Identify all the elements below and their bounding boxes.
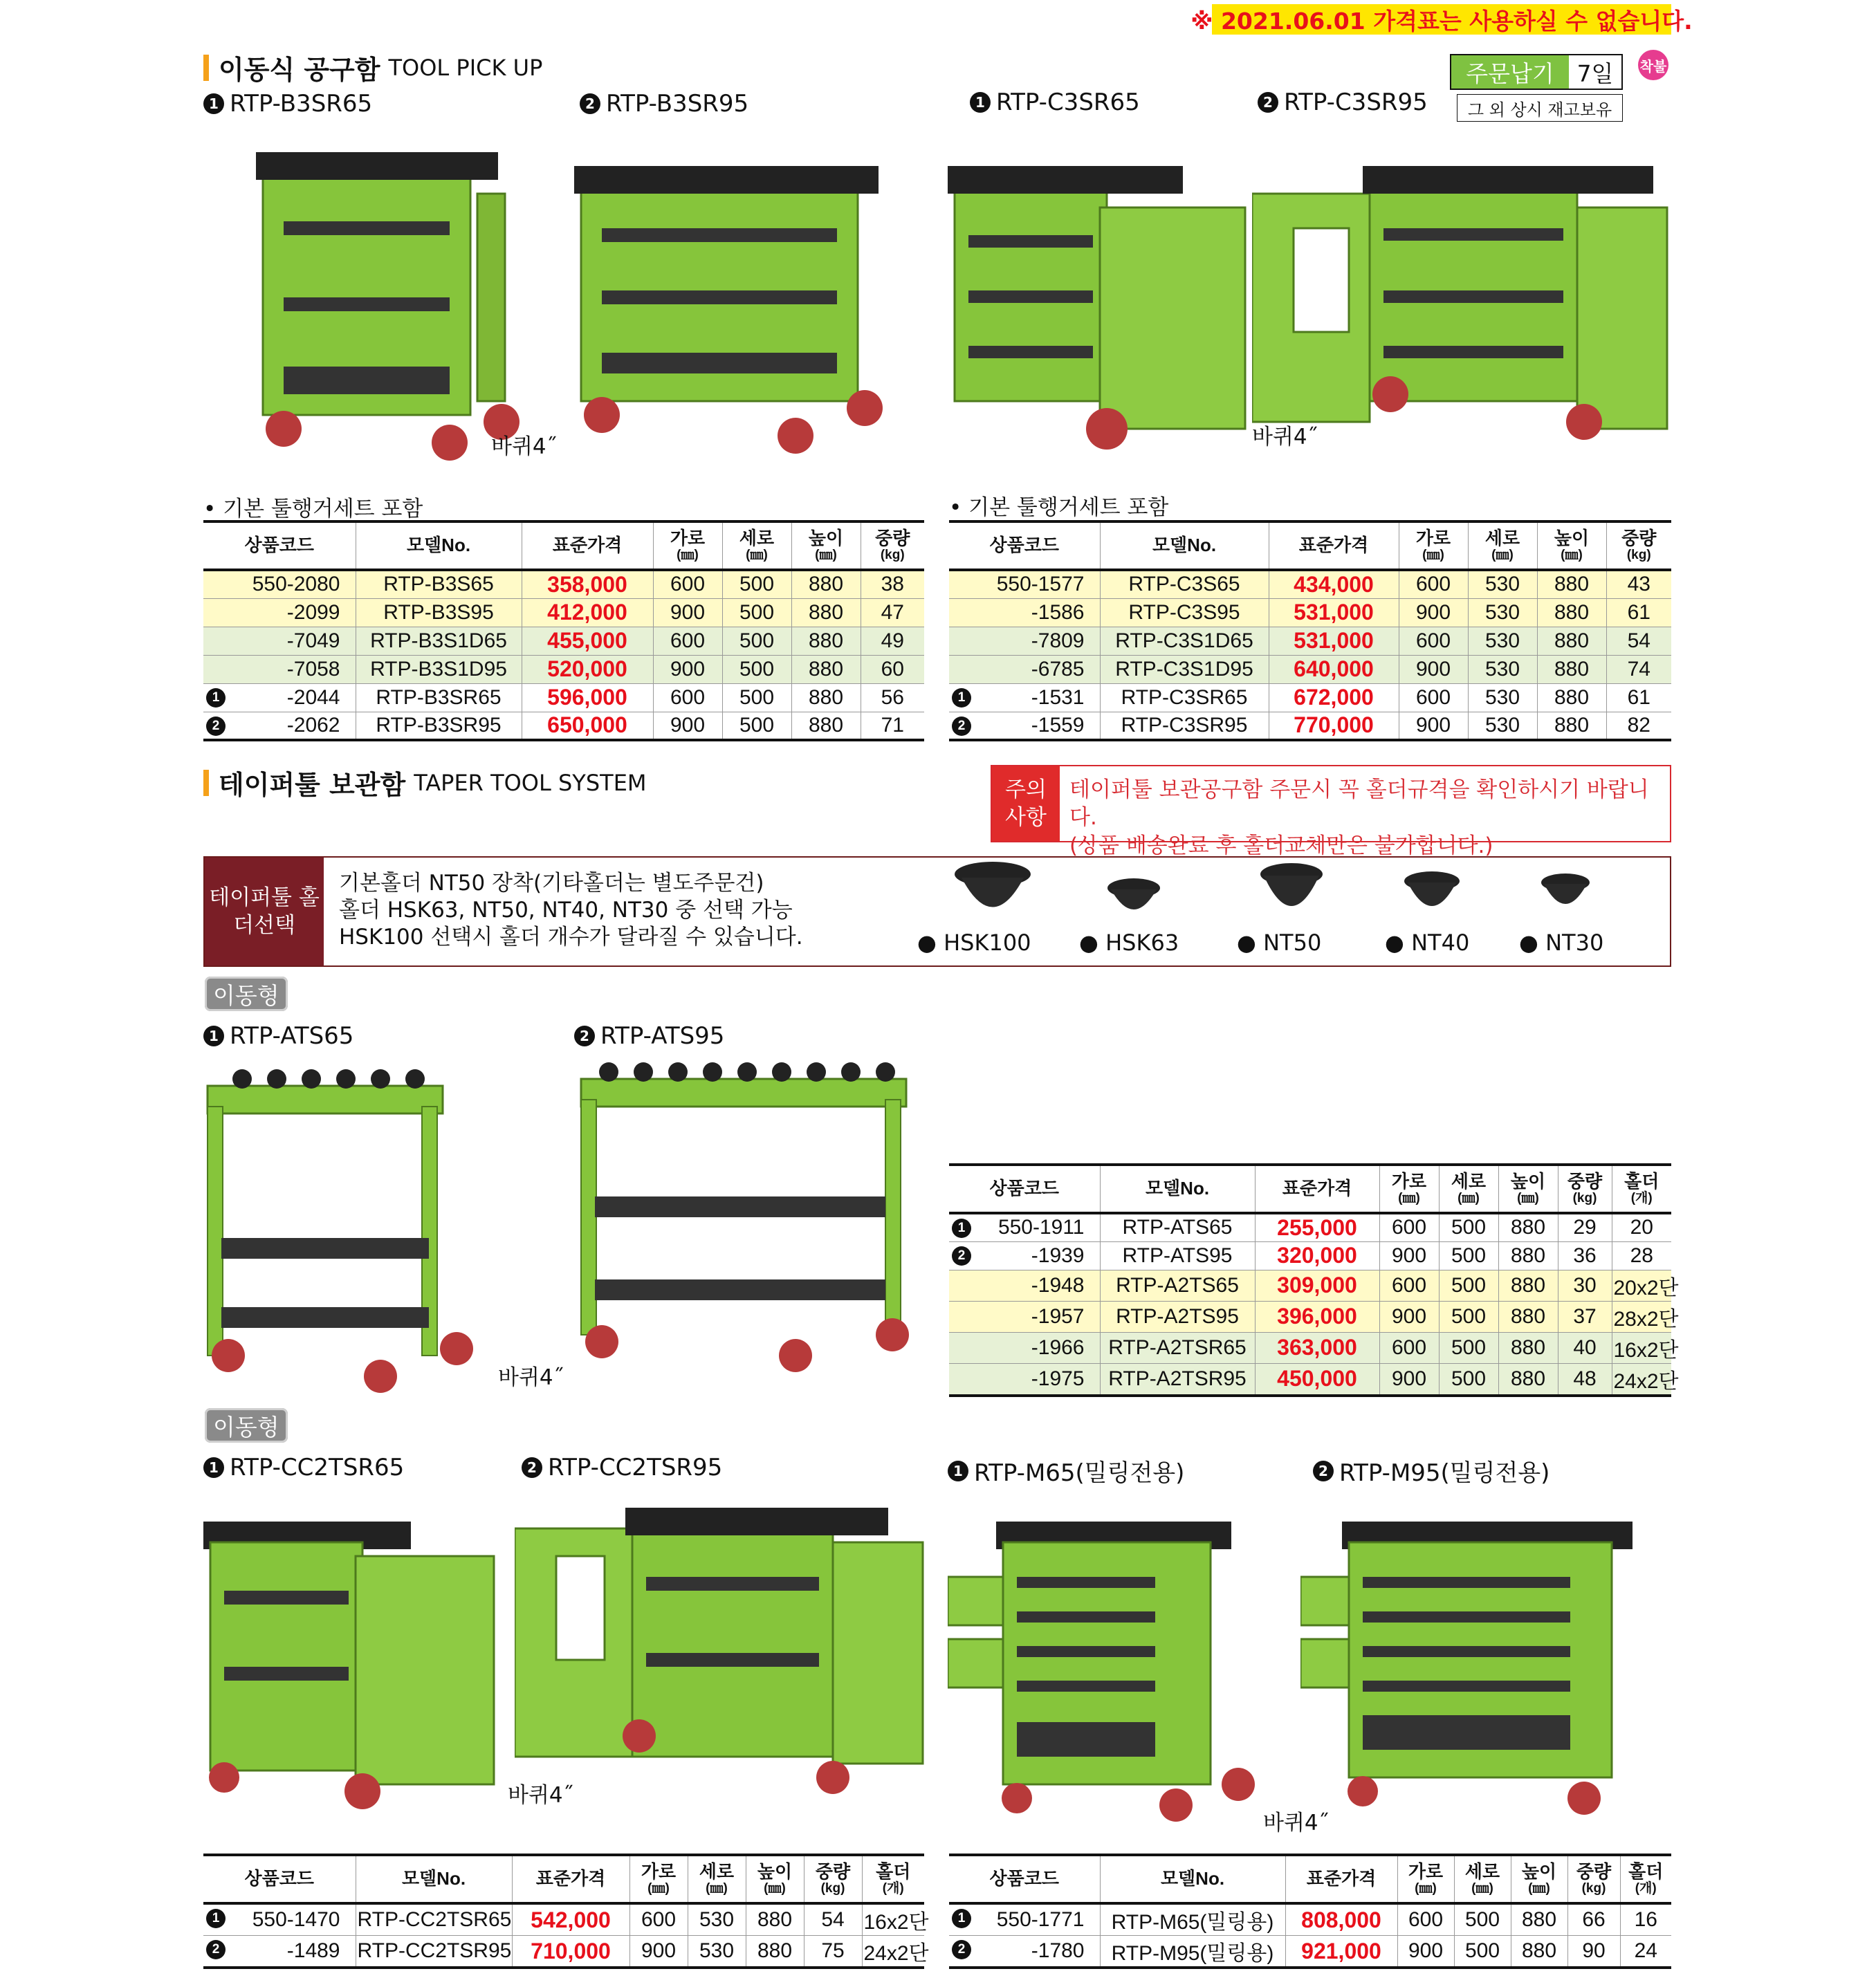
row-number-badge: 2 — [206, 1940, 226, 1959]
table-row — [203, 1903, 924, 1936]
cell-code: -7049 — [203, 627, 356, 655]
holder-nt30-image — [1534, 869, 1597, 924]
cell-wt: 36 — [1558, 1241, 1612, 1270]
cell-w: 900 — [1379, 1363, 1439, 1396]
row-number-badge: 2 — [952, 1246, 971, 1266]
model-label-b3sr95: 2 RTP-B3SR95 — [580, 90, 748, 118]
cell-d: 530 — [1468, 683, 1537, 712]
cell-code: -1957 — [949, 1301, 1100, 1332]
table-row — [203, 712, 924, 740]
cell-d: 500 — [1439, 1363, 1498, 1396]
cart-ats65-image — [201, 1065, 491, 1397]
cell-code: 1 550-1771 — [949, 1903, 1100, 1936]
cell-w: 600 — [1379, 1270, 1439, 1301]
cell-price: 672,000 — [1269, 683, 1399, 712]
cell-h: 880 — [791, 683, 861, 712]
cell-price: 363,000 — [1255, 1332, 1379, 1363]
table-row — [949, 598, 1671, 627]
cell-h: 880 — [1498, 1213, 1558, 1241]
cell-price: 309,000 — [1255, 1270, 1379, 1301]
table-row — [949, 1363, 1671, 1396]
cell-h: 880 — [1537, 570, 1606, 598]
col-price: 표준가격 — [1255, 1165, 1379, 1213]
cell-wt: 82 — [1606, 712, 1671, 740]
col-weight: 중량 (kg) — [1567, 1855, 1620, 1903]
mobile-type-tag-2: 이동형 — [205, 1408, 288, 1443]
cell-model: RTP-M95(밀링용) — [1100, 1936, 1285, 1968]
col-depth: 세로 (㎜) — [722, 521, 791, 570]
cell-w: 900 — [1397, 1936, 1454, 1968]
cell-wt: 38 — [861, 570, 924, 598]
col-price: 표준가격 — [522, 521, 653, 570]
cell-ho: 20 — [1612, 1213, 1671, 1241]
cell-wt: 48 — [1558, 1363, 1612, 1396]
cell-wt: 66 — [1567, 1903, 1620, 1936]
cell-model: RTP-A2TS65 — [1100, 1270, 1255, 1301]
cart-b3sr95-image — [574, 152, 892, 456]
col-code: 상품코드 — [203, 521, 356, 570]
cell-wt: 47 — [861, 598, 924, 627]
col-height: 높이 (㎜) — [791, 521, 861, 570]
price-table-b3 — [203, 520, 924, 741]
col-code: 상품코드 — [949, 1855, 1100, 1903]
col-model: 모델No. — [356, 521, 522, 570]
cell-w: 900 — [653, 655, 722, 683]
col-code: 상품코드 — [203, 1855, 356, 1903]
cell-model: RTP-C3S95 — [1100, 598, 1269, 627]
cell-w: 600 — [1397, 1903, 1454, 1936]
row-number-badge: 1 — [952, 688, 971, 708]
cell-price: 455,000 — [522, 627, 653, 655]
cart-m95-image — [1300, 1508, 1660, 1833]
cell-h: 880 — [1498, 1301, 1558, 1332]
cell-ho: 20x2단 — [1612, 1270, 1671, 1301]
cell-model: RTP-B3SR65 — [356, 683, 522, 712]
caution-box — [991, 765, 1671, 858]
cell-d: 500 — [1454, 1936, 1511, 1968]
col-height: 높이 (㎜) — [1498, 1165, 1558, 1213]
cell-ho: 16 — [1620, 1903, 1671, 1936]
cell-wt: 56 — [861, 683, 924, 712]
cell-d: 530 — [688, 1903, 746, 1936]
cell-d: 500 — [722, 598, 791, 627]
row-number-badge: 2 — [206, 717, 226, 736]
cell-d: 500 — [722, 655, 791, 683]
table-row — [949, 1936, 1671, 1968]
cell-w: 900 — [653, 712, 722, 740]
cell-w: 900 — [629, 1936, 688, 1968]
cell-code: 2 -1559 — [949, 712, 1100, 740]
col-price: 표준가격 — [512, 1855, 629, 1903]
holder-hsk100-image — [948, 860, 1038, 930]
cell-model: RTP-B3S95 — [356, 598, 522, 627]
wheel-label-m: 바퀴4˝ — [1263, 1811, 1330, 1836]
price-notice-banner: ※ 2021.06.01 가격표는 사용하실 수 없습니다. — [1212, 4, 1671, 35]
cell-d: 530 — [1468, 598, 1537, 627]
col-holder: 홀더 (개) — [862, 1855, 924, 1903]
model-label-m65: 1 RTP-M65(밀링전용) — [948, 1454, 1184, 1488]
cell-price: 531,000 — [1269, 598, 1399, 627]
cell-d: 500 — [722, 683, 791, 712]
cell-h: 880 — [746, 1903, 804, 1936]
table-row — [949, 1270, 1671, 1301]
row-number-badge: 1 — [206, 688, 226, 708]
cell-wt: 75 — [804, 1936, 862, 1968]
cell-h: 880 — [1537, 683, 1606, 712]
cell-price: 770,000 — [1269, 712, 1399, 740]
cell-d: 530 — [1468, 655, 1537, 683]
cell-model: RTP-C3S65 — [1100, 570, 1269, 598]
cell-ho: 24x2단 — [862, 1936, 924, 1968]
cell-model: RTP-CC2TSR65 — [356, 1903, 512, 1936]
section-title-en: TOOL PICK UP — [388, 54, 543, 81]
cell-code: 2 -1489 — [203, 1936, 356, 1968]
note-hanger-b3: • 기본 툴행거세트 포함 — [203, 497, 423, 521]
col-model: 모델No. — [1100, 1855, 1285, 1903]
cart-b3sr65-image — [256, 138, 533, 463]
cell-wt: 71 — [861, 712, 924, 740]
col-height: 높이 (㎜) — [1511, 1855, 1567, 1903]
col-weight: 중량 (kg) — [1606, 521, 1671, 570]
table-row — [949, 1332, 1671, 1363]
cell-model: RTP-B3SR95 — [356, 712, 522, 740]
cell-wt: 30 — [1558, 1270, 1612, 1301]
cell-code: -7058 — [203, 655, 356, 683]
col-price: 표준가격 — [1285, 1855, 1397, 1903]
cell-wt: 74 — [1606, 655, 1671, 683]
col-model: 모델No. — [356, 1855, 512, 1903]
cod-badge: 착불 — [1638, 50, 1668, 80]
row-number-badge: 1 — [952, 1219, 971, 1238]
section-title-en: TAPER TOOL SYSTEM — [414, 769, 647, 796]
cell-wt: 54 — [1606, 627, 1671, 655]
cell-price: 320,000 — [1255, 1241, 1379, 1270]
cell-w: 900 — [1399, 712, 1468, 740]
col-holder: 홀더 (개) — [1620, 1855, 1671, 1903]
table-row — [949, 1241, 1671, 1270]
cell-model: RTP-M65(밀링용) — [1100, 1903, 1285, 1936]
cell-price: 358,000 — [522, 570, 653, 598]
cell-h: 880 — [746, 1936, 804, 1968]
cell-code: -1948 — [949, 1270, 1100, 1301]
cell-code: 1 -2044 — [203, 683, 356, 712]
cell-w: 600 — [1399, 683, 1468, 712]
row-number-badge: 2 — [952, 717, 971, 736]
cell-d: 500 — [1439, 1241, 1498, 1270]
price-table-c3 — [949, 520, 1671, 741]
col-depth: 세로 (㎜) — [688, 1855, 746, 1903]
cell-ho: 24 — [1620, 1936, 1671, 1968]
cell-d: 500 — [722, 627, 791, 655]
holder-selection-text: 기본홀더 NT50 장착(기타홀더는 별도주문건) 홀더 HSK63, NT50, NT40, NT30 중 선택 가능 HSK100 선택시 홀더 개수가 달라질 수 있습니다. — [339, 871, 803, 950]
cell-code: -1586 — [949, 598, 1100, 627]
table-row — [949, 655, 1671, 683]
cell-price: 808,000 — [1285, 1903, 1397, 1936]
cell-d: 500 — [1439, 1301, 1498, 1332]
col-width: 가로 (㎜) — [629, 1855, 688, 1903]
holder-nt50-image — [1253, 860, 1330, 930]
col-model: 모델No. — [1100, 521, 1269, 570]
note-hanger-c3: • 기본 툴행거세트 포함 — [949, 495, 1169, 520]
cell-h: 880 — [791, 712, 861, 740]
cell-w: 600 — [653, 570, 722, 598]
cell-code: -6785 — [949, 655, 1100, 683]
cell-code: -1966 — [949, 1332, 1100, 1363]
cell-d: 500 — [1439, 1332, 1498, 1363]
cell-h: 880 — [1537, 598, 1606, 627]
cell-code: -1975 — [949, 1363, 1100, 1396]
order-lead-label: 주문납기 — [1451, 55, 1569, 89]
cell-h: 880 — [1537, 627, 1606, 655]
col-width: 가로 (㎜) — [1399, 521, 1468, 570]
cell-code: -2099 — [203, 598, 356, 627]
order-stock-note: 그 외 상시 재고보유 — [1457, 94, 1623, 122]
cell-code: 2 -1780 — [949, 1936, 1100, 1968]
col-holder: 홀더 (개) — [1612, 1165, 1671, 1213]
order-lead-value: 7일 — [1576, 59, 1614, 87]
cell-h: 880 — [1537, 712, 1606, 740]
cell-d: 500 — [1454, 1903, 1511, 1936]
order-lead-time — [1450, 54, 1623, 90]
cell-h: 880 — [791, 627, 861, 655]
cell-model: RTP-ATS65 — [1100, 1213, 1255, 1241]
model-label-b3sr65: 1 RTP-B3SR65 — [203, 90, 372, 118]
section-title-taper — [203, 764, 647, 802]
cell-w: 900 — [653, 598, 722, 627]
table-row — [203, 570, 924, 598]
cell-code: 1 550-1911 — [949, 1213, 1100, 1241]
cart-c3sr65-image — [948, 152, 1252, 456]
table-row — [949, 1213, 1671, 1241]
model-label-c3sr65: 1 RTP-C3SR65 — [970, 89, 1140, 116]
cell-model: RTP-B3S65 — [356, 570, 522, 598]
cell-code: 2 -2062 — [203, 712, 356, 740]
cell-price: 434,000 — [1269, 570, 1399, 598]
price-table-cc2 — [203, 1854, 929, 1969]
cell-model: RTP-B3S1D65 — [356, 627, 522, 655]
table-row — [949, 1301, 1671, 1332]
cell-ho: 24x2단 — [1612, 1363, 1671, 1396]
caution-label: 주의 사항 — [992, 766, 1060, 841]
wheel-label-cc2: 바퀴4˝ — [508, 1783, 574, 1808]
model-label-m95: 2 RTP-M95(밀링전용) — [1313, 1454, 1549, 1488]
cell-wt: 61 — [1606, 683, 1671, 712]
col-height: 높이 (㎜) — [746, 1855, 804, 1903]
cell-price: 520,000 — [522, 655, 653, 683]
col-width: 가로 (㎜) — [653, 521, 722, 570]
cell-wt: 61 — [1606, 598, 1671, 627]
cell-h: 880 — [1498, 1270, 1558, 1301]
cell-model: RTP-A2TSR65 — [1100, 1332, 1255, 1363]
cell-code: 550-2080 — [203, 570, 356, 598]
model-label-ats95: 2 RTP-ATS95 — [574, 1022, 724, 1050]
cell-w: 900 — [1399, 598, 1468, 627]
col-width: 가로 (㎜) — [1397, 1855, 1454, 1903]
wheel-label-ats: 바퀴4˝ — [498, 1365, 564, 1390]
cell-w: 900 — [1399, 655, 1468, 683]
cell-wt: 43 — [1606, 570, 1671, 598]
cell-price: 450,000 — [1255, 1363, 1379, 1396]
cell-model: RTP-A2TSR95 — [1100, 1363, 1255, 1396]
table-row — [949, 712, 1671, 740]
cell-d: 530 — [1468, 570, 1537, 598]
table-row — [203, 598, 924, 627]
col-price: 표준가격 — [1269, 521, 1399, 570]
col-code: 상품코드 — [949, 521, 1100, 570]
cell-h: 880 — [1537, 655, 1606, 683]
cell-model: RTP-C3SR65 — [1100, 683, 1269, 712]
col-weight: 중량 (kg) — [804, 1855, 862, 1903]
table-row — [949, 627, 1671, 655]
cell-ho: 28 — [1612, 1241, 1671, 1270]
cell-price: 531,000 — [1269, 627, 1399, 655]
col-code: 상품코드 — [949, 1165, 1100, 1213]
cell-ho: 16x2단 — [1612, 1332, 1671, 1363]
cell-w: 600 — [653, 627, 722, 655]
table-row — [949, 683, 1671, 712]
holder-label-nt30: ● NT30 — [1519, 930, 1604, 956]
model-label-ats65: 1 RTP-ATS65 — [203, 1022, 353, 1050]
cell-code: 1 -1531 — [949, 683, 1100, 712]
cell-price: 596,000 — [522, 683, 653, 712]
section-title-ko: 이동식 공구함 — [219, 55, 380, 85]
cell-w: 600 — [1379, 1332, 1439, 1363]
cell-d: 530 — [1468, 627, 1537, 655]
holder-label-nt40: ● NT40 — [1385, 930, 1470, 956]
cell-d: 500 — [1439, 1213, 1498, 1241]
wheel-label-c3: 바퀴4˝ — [1252, 425, 1318, 450]
col-weight: 중량 (kg) — [1558, 1165, 1612, 1213]
col-depth: 세로 (㎜) — [1454, 1855, 1511, 1903]
cell-price: 640,000 — [1269, 655, 1399, 683]
cell-w: 900 — [1379, 1301, 1439, 1332]
cell-ho: 28x2단 — [1612, 1301, 1671, 1332]
cell-wt: 29 — [1558, 1213, 1612, 1241]
cell-wt: 37 — [1558, 1301, 1612, 1332]
cell-model: RTP-B3S1D95 — [356, 655, 522, 683]
cell-wt: 54 — [804, 1903, 862, 1936]
col-width: 가로 (㎜) — [1379, 1165, 1439, 1213]
holder-hsk63-image — [1103, 874, 1165, 930]
cell-h: 880 — [1511, 1903, 1567, 1936]
holder-label-hsk63: ● HSK63 — [1079, 930, 1179, 956]
holder-selection-label: 테이퍼툴 홀더선택 — [205, 858, 324, 965]
cell-model: RTP-CC2TSR95 — [356, 1936, 512, 1968]
cell-wt: 60 — [861, 655, 924, 683]
table-row — [949, 1903, 1671, 1936]
mobile-type-tag: 이동형 — [205, 977, 288, 1011]
cell-model: RTP-C3S1D95 — [1100, 655, 1269, 683]
cell-model: RTP-C3SR95 — [1100, 712, 1269, 740]
cell-h: 880 — [791, 570, 861, 598]
holder-nt40-image — [1397, 867, 1466, 930]
cell-w: 600 — [1399, 627, 1468, 655]
cell-h: 880 — [1498, 1332, 1558, 1363]
cell-h: 880 — [1498, 1363, 1558, 1396]
table-row — [203, 655, 924, 683]
cart-m65-image — [948, 1508, 1294, 1833]
cell-h: 880 — [1498, 1241, 1558, 1270]
model-label-c3sr95: 2 RTP-C3SR95 — [1258, 89, 1428, 116]
cell-ho: 16x2단 — [862, 1903, 924, 1936]
col-weight: 중량 (kg) — [861, 521, 924, 570]
cell-w: 600 — [653, 683, 722, 712]
cell-price: 412,000 — [522, 598, 653, 627]
cell-d: 500 — [722, 570, 791, 598]
holder-label-hsk100: ● HSK100 — [917, 930, 1031, 956]
cell-d: 500 — [722, 712, 791, 740]
cell-d: 530 — [688, 1936, 746, 1968]
row-number-badge: 1 — [952, 1909, 971, 1928]
cell-w: 600 — [1379, 1213, 1439, 1241]
holder-label-nt50: ● NT50 — [1237, 930, 1322, 956]
cell-code: -7809 — [949, 627, 1100, 655]
col-depth: 세로 (㎜) — [1439, 1165, 1498, 1213]
cart-c3sr95-image — [1252, 152, 1681, 456]
cell-h: 880 — [791, 655, 861, 683]
cart-cc2tsr95-image — [515, 1508, 930, 1812]
cell-code: 550-1577 — [949, 570, 1100, 598]
cell-model: RTP-C3S1D65 — [1100, 627, 1269, 655]
cell-h: 880 — [791, 598, 861, 627]
cell-w: 600 — [1399, 570, 1468, 598]
cell-price: 650,000 — [522, 712, 653, 740]
price-table-m — [949, 1854, 1671, 1969]
cell-price: 921,000 — [1285, 1936, 1397, 1968]
price-table-ats — [949, 1163, 1679, 1397]
row-number-badge: 2 — [952, 1940, 971, 1959]
cell-h: 880 — [1511, 1936, 1567, 1968]
cell-price: 542,000 — [512, 1903, 629, 1936]
cell-code: 2 -1939 — [949, 1241, 1100, 1270]
cell-d: 530 — [1468, 712, 1537, 740]
table-row — [203, 627, 924, 655]
table-row — [949, 570, 1671, 598]
cell-wt: 90 — [1567, 1936, 1620, 1968]
model-label-cc2tsr95: 2 RTP-CC2TSR95 — [522, 1454, 722, 1481]
cell-code: 1 550-1470 — [203, 1903, 356, 1936]
cart-ats95-image — [574, 1058, 934, 1376]
caution-text: 테이퍼툴 보관공구함 주문시 꼭 홀더규격을 확인하시기 바랍니다. (상품 배송완료 후 홀더교체만은 불가합니다.) — [1069, 777, 1649, 858]
col-height: 높이 (㎜) — [1537, 521, 1606, 570]
cell-w: 600 — [629, 1903, 688, 1936]
cell-d: 500 — [1439, 1270, 1498, 1301]
table-row — [203, 683, 924, 712]
cell-w: 900 — [1379, 1241, 1439, 1270]
cell-wt: 40 — [1558, 1332, 1612, 1363]
model-label-cc2tsr65: 1 RTP-CC2TSR65 — [203, 1454, 404, 1481]
section-title-ko: 테이퍼툴 보관함 — [219, 770, 406, 800]
col-model: 모델No. — [1100, 1165, 1255, 1213]
row-number-badge: 1 — [206, 1909, 226, 1928]
cell-wt: 49 — [861, 627, 924, 655]
cell-model: RTP-A2TS95 — [1100, 1301, 1255, 1332]
table-row — [203, 1936, 924, 1968]
cell-price: 396,000 — [1255, 1301, 1379, 1332]
col-depth: 세로 (㎜) — [1468, 521, 1537, 570]
wheel-label-b3: 바퀴4˝ — [491, 434, 558, 459]
cart-cc2tsr65-image — [203, 1501, 508, 1826]
cell-price: 255,000 — [1255, 1213, 1379, 1241]
section-title-tool-pickup — [203, 48, 542, 86]
cell-price: 710,000 — [512, 1936, 629, 1968]
cell-model: RTP-ATS95 — [1100, 1241, 1255, 1270]
